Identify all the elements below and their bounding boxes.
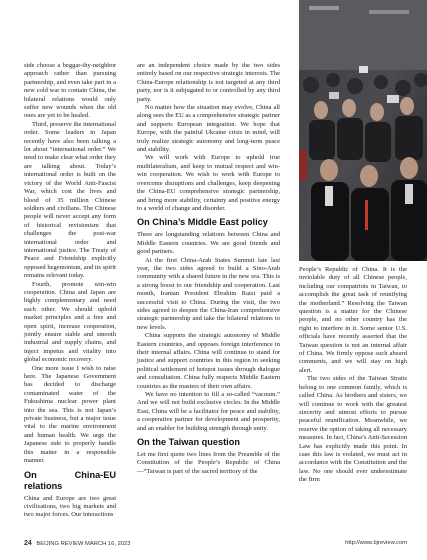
paragraph: China and Europe are two great civilizations, two big markets and two major forces. Our interactions (24, 494, 116, 519)
article-column-3 (299, 266, 407, 485)
page-footer (24, 538, 407, 550)
article-column-1 (24, 62, 116, 520)
footer-left (24, 540, 131, 547)
paragraph: People’s Republic of China. It is the inviolable duty of all Chinese people, including our compatriots in Taiwan, to accomplish the great task of reunifying the motherland.” Resolving the Taiwan question is a matter for the Chinese people, and no other country has the right to interfere in it. Some senior U.S. officials have recently asserted that the Taiwan question is not an internal affair of China. We firmly oppose such absurd comments, and we will stay on high alert. (299, 266, 407, 374)
press-conference-photo (299, 0, 427, 261)
website-link[interactable]: http://www.bjreview.com (345, 540, 407, 546)
photo-illustration (299, 0, 427, 261)
paragraph: We have no intention to fill a so-called “vacuum.” And we will not build exclusive circles. In the Middle East, China will be a facilitator for peace and stability, a cooperative partner for development and prosperity, and an enabler for building strength through unity. (137, 391, 280, 432)
paragraph: At the first China-Arab States Summit late last year, the two sides agreed to build a Sino-Arab community with a shared future in the new era. This is a strong boost to our friendship and cooperation. Last month, Iranian President Ebrahim Raisi paid a successful visit to China. During the visit, the two sides agreed to deepen the China-Iran comprehensive strategic partnership and take the bilateral relations to new levels. (137, 256, 280, 331)
paragraph: The two sides of the Taiwan Straits belong to one common family, which is called China. As brothers and sisters, we will continue to work with the greatest sincerity and utmost efforts to pursue peaceful reunification. Meanwhile, we reserve the option of taking all necessary measures. In fact, China’s Anti-Secession Law has explicitly made this point. In case this law is violated, we must act in accordance with the Constitution and the law. No one should ever underestimate the firm (299, 375, 407, 484)
paragraph: Let me first quote two lines from the Preamble of the Constitution of the People’s Republic of China—“Taiwan is part of the sacred territory of the (137, 451, 280, 475)
paragraph: One more issue I wish to raise here. The Japanese Government has decided to discharge contaminated water of the Fukushima nuclear power plant into the sea. This is not Japan’s private business, but a major issue vital to the marine environment and human health. We urge the Japanese side to properly handle this matter in a responsible manner. (24, 364, 116, 465)
paragraph: are an independent choice made by the two sides entirely based on our respective strategic interests. The China-Europe relationship is not targeted at any third party, nor is it subjugated to or controlled by any third party. (137, 62, 280, 103)
paragraph: side choose a beggar-thy-neighbor approach rather than pursuing partnership, and even take part in a new cold war to contain China, the bilateral relations would only suffer new wounds when the old ones are yet to be healed. (24, 62, 116, 120)
paragraph: There are longstanding relations between China and Middle Eastern countries. We are good friends and good partners. (137, 231, 280, 256)
paragraph: Third, preserve the international order. Some leaders in Japan recently have also been talking a lot about “international order.” We need to make clear what order they are talking about. Today’s international order is built on the victory of the World Anti-Fascist War, which cost the lives and blood of 35 million Chinese soldiers and civilians. The Chinese people will never accept any form of historical revisionism that challenges the post-war international order and international justice. The Treaty of Peace and Friendship explicitly opposed hegemonism, and its spirit remains relevant today. (24, 120, 116, 280)
section-heading: On China’s Middle East policy (137, 217, 268, 228)
paragraph: We will work with Europe to uphold true multilateralism, and keep to mutual respect and win-win cooperation. We wish to work with Europe to overcome disruptions and challenges, keep deepening the China-EU comprehensive strategic partnership, and bring more stability, certainty and positive energy to a world of change and disorder. (137, 154, 280, 212)
article-column-2 (137, 62, 280, 476)
paragraph: China supports the strategic autonomy of Middle Eastern countries, and opposes foreign interference in their internal affairs. China will continue to stand for justice and support countries in this region in seeking political settlement of hotspot issues through dialogue and consultation. China fully respects Middle Eastern countries as the masters of their own affairs. (137, 332, 280, 390)
section-heading: On the Taiwan question (137, 437, 240, 448)
paragraph: Fourth, promote win-win cooperation. China and Japan are highly complementary and need each other. We should uphold market principles and a free and open spirit, increase cooperation, jointly ensure stable and smooth industrial and supply chains, and inject impetus and vitality into global economic recovery. (24, 280, 116, 364)
section-heading: On China-EU relations (24, 469, 116, 491)
paragraph: No matter how the situation may evolve, China all along sees the EU as a comprehensive strategic partner and supports European integration. We hope that Europe, with the painful Ukraine crisis in mind, will truly realize strategic autonomy and long-term peace and stability. (137, 104, 280, 154)
issue-line: BEIJING REVIEW MARCH 16, 2023 (36, 541, 131, 547)
page-number: 24 (24, 540, 32, 547)
